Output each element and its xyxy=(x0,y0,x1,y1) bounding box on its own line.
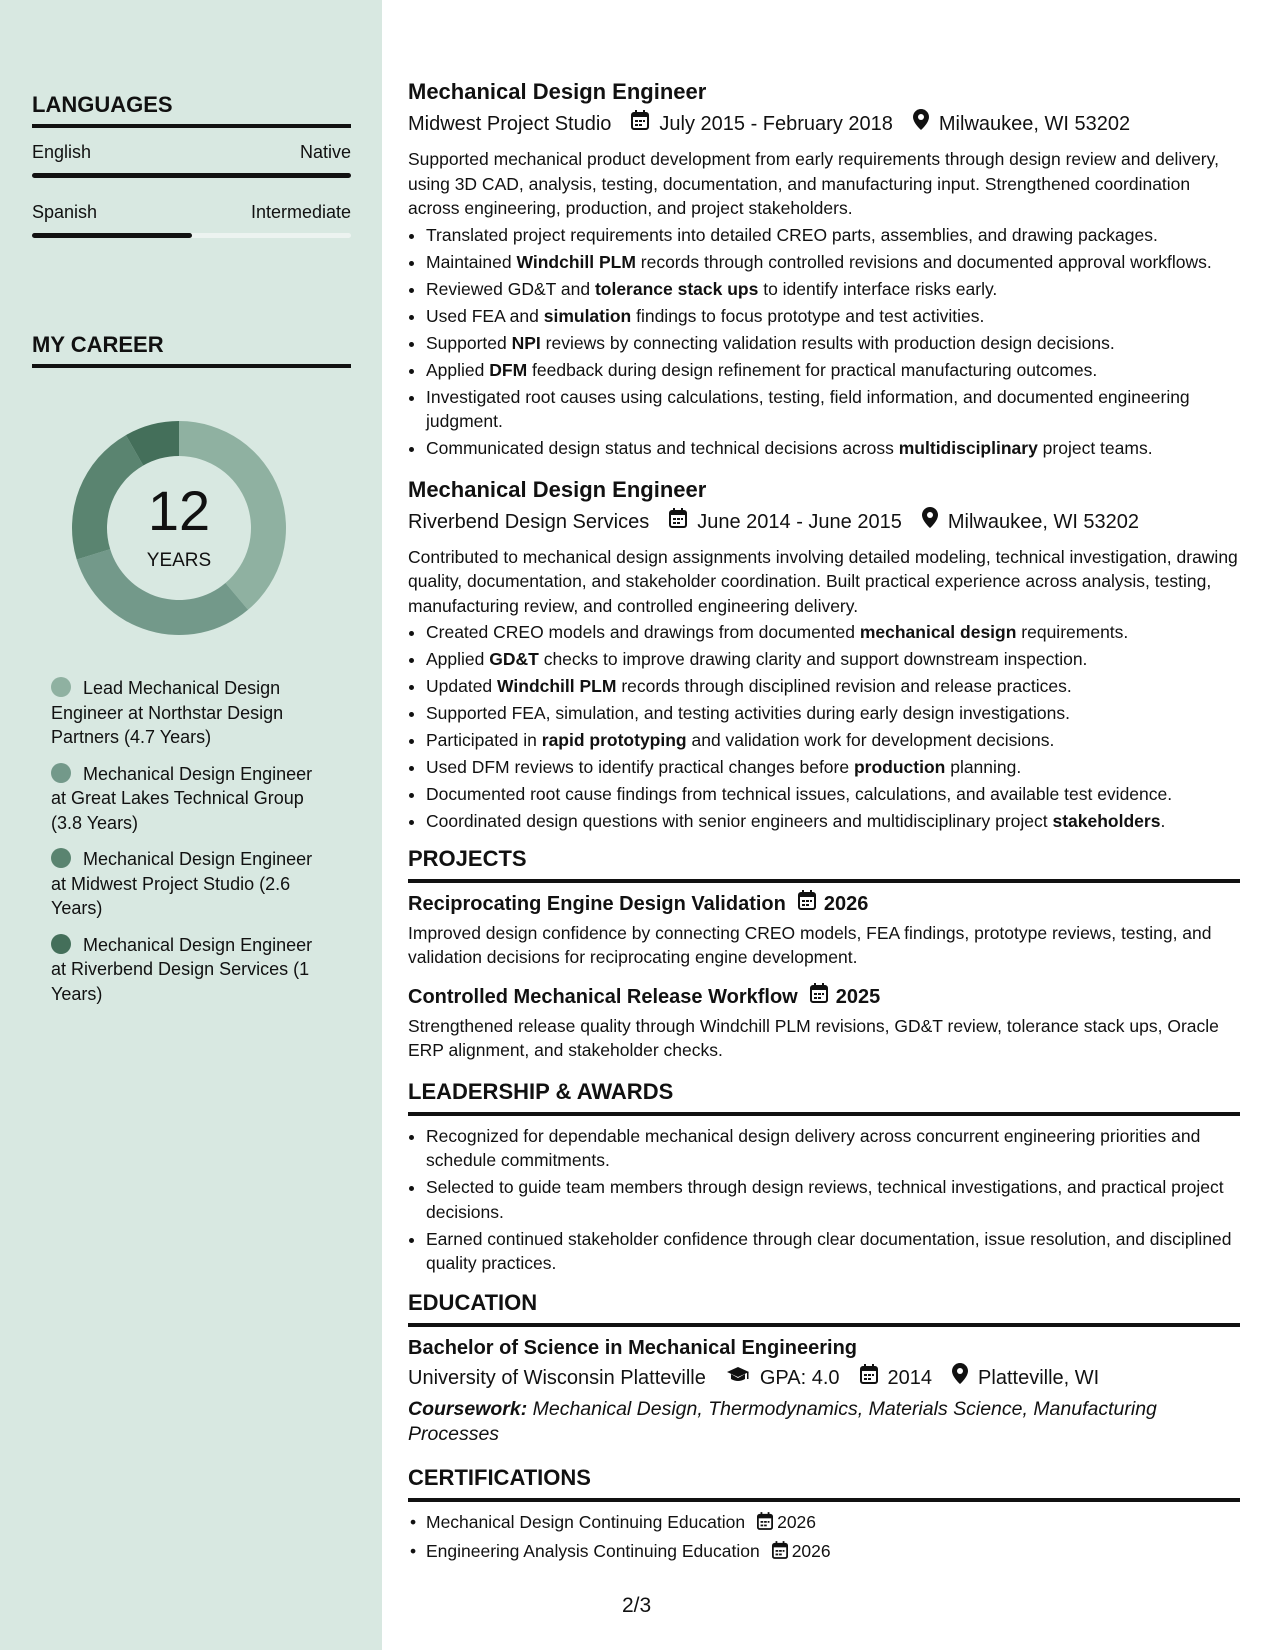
bullet-text: Documented root cause findings from technical issues, calculations, and available test evidence. xyxy=(426,784,1173,804)
education-section xyxy=(408,1288,1240,1447)
bullet-keyword: rapid prototyping xyxy=(541,730,687,750)
graduation-cap-icon xyxy=(726,1363,750,1393)
career-legend-text: Mechanical Design Engineer at Great Lakes Technical Group (3.8 Years) xyxy=(51,763,313,833)
bullet-text: Applied xyxy=(426,649,490,669)
career-section xyxy=(32,332,351,368)
bullet-text: Updated xyxy=(426,676,498,696)
company-name: Riverbend Design Services xyxy=(408,510,650,533)
bullet-keyword: Windchill PLM xyxy=(497,676,617,696)
map-pin-icon xyxy=(922,507,938,537)
gpa: GPA: 4.0 xyxy=(759,1366,840,1389)
language-name: English xyxy=(32,142,92,162)
career-legend-text: Mechanical Design Engineer at Midwest Project Studio (2.6 Years) xyxy=(51,849,313,918)
project-name: Reciprocating Engine Design Validation xyxy=(408,892,786,915)
job-bullet xyxy=(426,701,1240,726)
certification-name: Engineering Analysis Continuing Education xyxy=(426,1540,760,1561)
leadership-section xyxy=(408,1077,1240,1276)
job-summary: Contributed to mechanical design assignments involving detailed modeling, technical investigation, drawing quality, documentation, and stakeholder coordination. Built practical experience across analysis, testing, manufacturing review, and controlled engineering delivery. xyxy=(408,546,1238,616)
job-bullet xyxy=(426,250,1240,275)
graduation-year: 2014 xyxy=(887,1366,933,1389)
legend-dot xyxy=(51,677,71,697)
bullet-text: Investigated root causes using calculations, testing, field information, and documented engineering judgment. xyxy=(426,386,1190,431)
legend-dot xyxy=(51,848,71,868)
job-location: Milwaukee, WI 53202 xyxy=(947,510,1140,533)
bullet-text: Participated in xyxy=(426,730,542,750)
bullet-text: planning. xyxy=(945,757,1022,777)
main-content xyxy=(408,75,1240,1568)
job-bullet xyxy=(426,809,1240,834)
bullet-text: Translated project requirements into detailed CREO parts, assemblies, and drawing packages. xyxy=(426,224,1158,245)
bullet-text: project teams. xyxy=(1037,438,1153,458)
bullet-text: findings to focus prototype and test activities. xyxy=(631,305,985,326)
bullet-keyword: tolerance stack ups xyxy=(594,278,759,299)
job-bullets xyxy=(408,223,1240,461)
bullet-text: reviews by connecting validation results with production design decisions. xyxy=(540,332,1115,353)
career-legend xyxy=(51,676,331,1018)
bullet-text: feedback during design refinement for practical manufacturing outcomes. xyxy=(527,359,1098,380)
job-meta xyxy=(408,109,1240,139)
job-bullet xyxy=(426,674,1240,699)
language-item xyxy=(32,202,351,238)
job-bullet xyxy=(426,728,1240,753)
job-bullet xyxy=(426,223,1240,248)
leadership-item: • Selected to guide team members through design reviews, technical investigations, and practical project decisions. xyxy=(426,1175,1240,1224)
bullet-text: . xyxy=(1160,811,1166,831)
projects-title: PROJECTS xyxy=(408,844,1240,883)
job-bullet xyxy=(426,358,1240,383)
bullet-text: Supported FEA, simulation, and testing activities during early design investigations. xyxy=(426,703,1070,723)
project-description: Strengthened release quality through Windchill PLM revisions, GD&T review, tolerance stack ups, Oracle ERP alignment, and stakeholder checks. xyxy=(408,1015,1219,1060)
language-proficiency-fill xyxy=(32,233,192,238)
job-location: Milwaukee, WI 53202 xyxy=(938,113,1131,135)
career-legend-item xyxy=(51,847,331,921)
bullet-text: and validation work for development decisions. xyxy=(686,730,1055,750)
job-bullet xyxy=(426,647,1240,672)
language-item xyxy=(32,142,351,178)
bullet-text: Created CREO models and drawings from documented xyxy=(426,622,860,642)
career-legend-text: Mechanical Design Engineer at Riverbend Design Services (1 Years) xyxy=(51,934,313,1004)
job-bullets xyxy=(408,620,1240,834)
bullet-keyword: production xyxy=(853,757,946,777)
bullet-keyword: multidisciplinary xyxy=(898,438,1038,458)
project-year: 2025 xyxy=(835,985,881,1008)
calendar-icon xyxy=(772,1541,788,1566)
calendar-icon xyxy=(757,1512,773,1537)
project-description: Improved design confidence by connecting CREO models, FEA findings, prototype reviews, testing, and validation decisions for reciprocating engine development. xyxy=(408,922,1212,967)
bullet-keyword: mechanical design xyxy=(859,622,1017,642)
certification-item xyxy=(426,1510,1240,1537)
school-name: University of Wisconsin Platteville xyxy=(408,1366,706,1389)
bullet-text: Used FEA and xyxy=(426,305,544,326)
job-title: Mechanical Design Engineer xyxy=(408,476,707,502)
legend-dot xyxy=(51,934,71,954)
bullet-text: checks to improve drawing clarity and support downstream inspection. xyxy=(538,649,1088,669)
language-proficiency-fill xyxy=(32,173,351,178)
leadership-item: • Earned continued stakeholder confidence through clear documentation, issue resolution, and disciplined quality practices. xyxy=(426,1227,1240,1276)
certifications-section xyxy=(408,1463,1240,1566)
legend-dot xyxy=(51,763,71,783)
career-donut-chart xyxy=(66,415,292,641)
career-legend-item xyxy=(51,762,331,836)
calendar-icon xyxy=(860,1363,878,1393)
project-item xyxy=(408,982,1240,1063)
certification-year: 2026 xyxy=(791,1540,831,1561)
bullet-text: records through controlled revisions and documented approval workflows. xyxy=(635,251,1212,272)
bullet-text: Used DFM reviews to identify practical changes before xyxy=(426,757,854,777)
bullet-text: Maintained xyxy=(426,251,517,272)
map-pin-icon xyxy=(913,109,929,139)
map-pin-icon xyxy=(952,1363,968,1393)
job-meta xyxy=(408,507,1240,537)
language-name: Spanish xyxy=(32,202,98,222)
career-legend-text: Lead Mechanical Design Engineer at Northstar Design Partners (4.7 Years) xyxy=(51,678,284,747)
job-summary: Supported mechanical product development from early requirements through design review and delivery, using 3D CAD, analysis, testing, documentation, and manufacturing input. Strengthened coordination across engineering, production, and project stakeholders. xyxy=(408,149,1219,218)
project-name: Controlled Mechanical Release Workflow xyxy=(408,985,798,1008)
calendar-icon xyxy=(798,889,816,919)
bullet-keyword: Windchill PLM xyxy=(516,251,636,272)
coursework xyxy=(408,1397,1240,1447)
sidebar xyxy=(0,0,382,1650)
bullet-keyword: NPI xyxy=(511,332,541,353)
calendar-icon xyxy=(631,109,649,139)
leadership-item: • Recognized for dependable mechanical design delivery across concurrent engineering priorities and schedule commitments. xyxy=(426,1124,1240,1173)
project-item xyxy=(408,889,1240,970)
education-meta xyxy=(408,1363,1240,1393)
job-bullet xyxy=(426,782,1240,807)
career-legend-item xyxy=(51,676,331,750)
bullet-keyword: simulation xyxy=(543,305,632,326)
languages-title: LANGUAGES xyxy=(32,92,351,128)
career-legend-item xyxy=(51,933,331,1007)
language-level: Native xyxy=(299,142,351,162)
language-proficiency-bar xyxy=(32,173,351,178)
projects-section xyxy=(408,844,1240,1063)
certifications-title: CERTIFICATIONS xyxy=(408,1463,1240,1502)
coursework-list: Mechanical Design, Thermodynamics, Materials Science, Manufacturing Processes xyxy=(408,1397,1157,1445)
bullet-text: records through disciplined revision and release practices. xyxy=(616,676,1072,696)
bullet-text: Supported xyxy=(426,332,512,353)
bullet-text: requirements. xyxy=(1016,622,1129,642)
language-proficiency-bar xyxy=(32,233,351,238)
job-title: Mechanical Design Engineer xyxy=(408,79,707,104)
career-title: MY CAREER xyxy=(32,332,351,368)
project-year: 2026 xyxy=(823,892,869,915)
job-bullet xyxy=(426,304,1240,329)
job-dates: June 2014 - June 2015 xyxy=(697,510,902,533)
bullet-text: Reviewed GD&T and xyxy=(426,278,595,299)
job-bullet xyxy=(426,277,1240,302)
bullet-keyword: stakeholders xyxy=(1052,811,1161,831)
career-total-number: 12 xyxy=(147,479,211,542)
bullet-text: Coordinated design questions with senior engineers and multidisciplinary project xyxy=(426,811,1053,831)
bullet-keyword: DFM xyxy=(489,359,528,380)
job-dates: July 2015 - February 2018 xyxy=(659,113,893,135)
career-total-unit: YEARS xyxy=(146,550,212,571)
experience-item xyxy=(408,75,1240,461)
company-name: Midwest Project Studio xyxy=(408,113,612,135)
language-level: Intermediate xyxy=(250,202,351,222)
job-bullet xyxy=(426,620,1240,645)
bullet-keyword: GD&T xyxy=(489,649,539,669)
leadership-title: LEADERSHIP & AWARDS xyxy=(408,1077,1240,1116)
bullet-text: Communicated design status and technical decisions across xyxy=(426,438,899,458)
job-bullet xyxy=(426,385,1240,434)
education-title: EDUCATION xyxy=(408,1288,1240,1327)
degree-title: Bachelor of Science in Mechanical Engineering xyxy=(408,1336,858,1359)
job-bullet xyxy=(426,755,1240,780)
certification-name: Mechanical Design Continuing Education xyxy=(426,1511,746,1532)
experience-item xyxy=(408,473,1240,834)
languages-section xyxy=(32,92,351,238)
job-bullet xyxy=(426,331,1240,356)
job-bullet xyxy=(426,436,1240,461)
school-location: Platteville, WI xyxy=(978,1366,1100,1389)
bullet-text: to identify interface risks early. xyxy=(758,278,998,299)
certification-item xyxy=(426,1539,1240,1566)
bullet-text: Applied xyxy=(426,359,490,380)
coursework-label: Coursework: xyxy=(408,1397,528,1420)
calendar-icon xyxy=(669,507,687,537)
calendar-icon xyxy=(810,982,828,1012)
certification-year: 2026 xyxy=(777,1511,817,1532)
page-number: 2/3 xyxy=(622,1594,652,1617)
experience-list xyxy=(408,75,1240,834)
